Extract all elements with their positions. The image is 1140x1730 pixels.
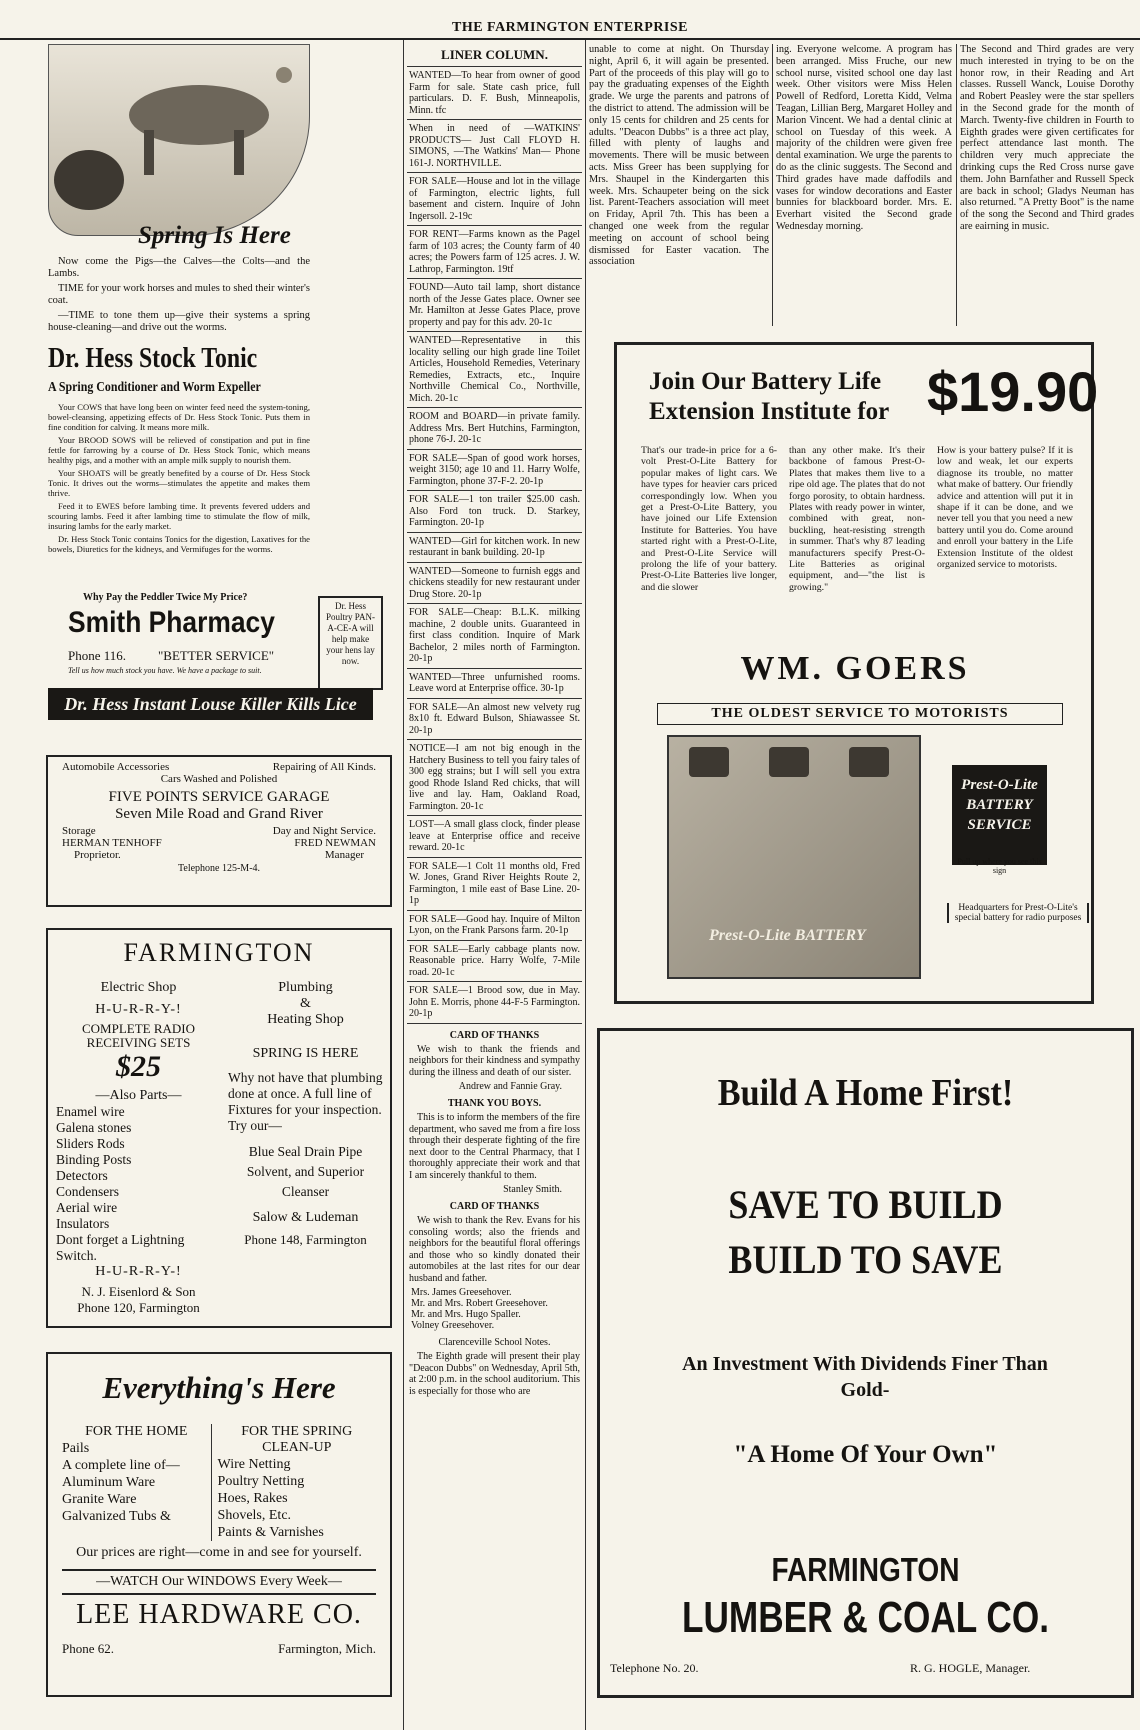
- battery-price: $19.90: [927, 360, 1099, 423]
- signature-line: Mr. and Mrs. Robert Greesehover.: [411, 1298, 548, 1309]
- card-signature: Stanley Smith.: [503, 1184, 562, 1195]
- manager-name: FRED NEWMAN: [294, 837, 376, 849]
- liner-column: [407, 44, 582, 1724]
- hours-label: Day and Night Service.: [272, 825, 376, 837]
- liner-ad: FOR SALE—Good hay. Inquire of Milton Lyon, on the Frank Parsons farm. 20-1p: [407, 911, 582, 941]
- storage-label: Storage: [62, 825, 96, 837]
- headquarters-text: Headquarters for Prest-O-Lite's special battery for radio purposes: [947, 903, 1089, 923]
- pharmacy-tell: Tell us how much stock you have. We have a package to suit.: [68, 666, 262, 675]
- radio-price: $25: [116, 1050, 161, 1083]
- home-item: A complete line of—: [62, 1458, 180, 1473]
- garage-line-1: [62, 761, 376, 773]
- farmington-heading: FARMINGTON: [123, 938, 315, 967]
- electric-shop-head: Electric Shop: [100, 980, 177, 995]
- heating-head: Heating Shop: [267, 1012, 344, 1027]
- spring-heading: Spring Is Here: [138, 222, 291, 249]
- column-rule: [403, 40, 404, 1730]
- signature-line: Mrs. James Greesehover.: [411, 1287, 512, 1298]
- battery-copy-col: That's our trade-in price for a 6-volt Prest-O-Lite Battery for popular makes of light cars. We have types for heavier cars priced correspondingly low. When you get a Prest-O-Lite Battery, you have joined our Life Extension Institute for Batteries. You have started right with a Prest-O-Lite, and Prest-O-Lite Service will prolong the life of your battery. Prest-O-Lite Batteries live longer, and die slower: [641, 445, 777, 593]
- battery-copy-col: than any other make. It's their backbone of famous Prest-O-Plates that makes them live to a ripe old age. The plates that do not forgo porosity, to obtain hardness. Plates with ready power in winter, combined with great, non-buckling, heat-resisting strength in summer. That's why 87 leading manufacturers specify Prest-O-Lite Batteries as original equipment, and—"the list is growing.": [789, 445, 925, 593]
- battery-ad: [614, 342, 1099, 1004]
- liner-ad: ROOM and BOARD—in private family. Address Mrs. Bert Hutchins, Farmington, phone 76-J. 20-1c: [407, 408, 582, 450]
- home-item: Galvanized Tubs &: [62, 1509, 171, 1524]
- battery-label: Prest-O-Lite BATTERY: [709, 927, 866, 944]
- card-title: CARD OF THANKS: [449, 1201, 540, 1212]
- time-line-1: TIME for your work horses and mules to shed their winter's coat.: [48, 283, 310, 306]
- part-item: Enamel wire: [56, 1104, 125, 1119]
- battery-copy-col: How is your battery pulse? If it is low and weak, let our experts diagnose its trouble, no matter what make of battery. Our friendly advice and attention will put it in shape if it can be done, and we never tell you that you need a new battery until you do. Come around and enroll your battery in the Life Extension Institute of the oldest organized service to motorists.: [937, 445, 1073, 571]
- hess-para: Your BROOD SOWS will be relieved of constipation and put in fine fettle for farrowing by a course of Dr. Hess Stock Tonic, which means healthy pigs, and a mother with an ample milk supply to nourish them.: [48, 435, 310, 465]
- parts-list: [56, 1104, 221, 1264]
- battery-terminal-icon: [689, 747, 729, 777]
- liner-ad: FOR RENT—Farms known as the Pagel farm of 103 acres; the County farm of 40 acres; the Powers farm of 125 acres. J. W. Lathrop, Farmington. 19tf: [407, 226, 582, 279]
- school-title: Clarenceville School Notes.: [438, 1337, 551, 1348]
- hardware-town: Farmington, Mich.: [278, 1641, 376, 1656]
- time-line-2: —TIME to tone them up—give their systems a spring house-cleaning—and drive out the worms.: [48, 310, 310, 333]
- part-item: Binding Posts: [56, 1152, 132, 1167]
- card-signature: Andrew and Fannie Gray.: [458, 1081, 562, 1092]
- battery-copy: [641, 445, 1073, 593]
- part-item: Galena stones: [56, 1120, 132, 1135]
- amp-sign: &: [300, 996, 311, 1011]
- hess-stock-tonic-ad: [48, 44, 375, 754]
- masthead: [0, 0, 1140, 40]
- spring-item: Poultry Netting: [217, 1474, 305, 1489]
- hess-para: Dr. Hess Stock Tonic contains Tonics for the digestion, Laxatives for the bowels, Diuretics for the kidneys, and Vermifuges for the worms.: [48, 534, 310, 554]
- investment-line: An Investment With Dividends Finer Than Gold-: [682, 1353, 1048, 1401]
- electric-shop-column: [56, 980, 221, 1316]
- card-title: THANK YOU BOYS.: [447, 1098, 542, 1109]
- hess-para: Your SHOATS will be greatly benefited by a course of Dr. Hess Stock Tonic. It drives out the worms—stimulates the appetite and makes them thrive.: [48, 468, 310, 498]
- plumbing-column: [228, 980, 383, 1248]
- hurry-line: H-U-R-R-Y-!: [95, 1002, 182, 1017]
- part-item: Detectors: [56, 1168, 108, 1183]
- intro-text: [48, 256, 310, 337]
- poultry-panacea-box: Dr. Hess Poultry PAN-A-CE-A will help make your hens lay now.: [318, 596, 383, 690]
- lee-hardware-name: LEE HARDWARE CO.: [76, 1599, 362, 1630]
- manager-title: Manager: [324, 849, 364, 861]
- part-item: Aerial wire: [56, 1200, 118, 1215]
- plumbing-firm: Salow & Ludeman: [252, 1210, 359, 1225]
- pharmacy-phone: Phone 116.: [68, 648, 127, 663]
- farm-animals-illustration: [48, 44, 310, 236]
- signature-line: Volney Greesehover.: [411, 1320, 495, 1331]
- radio-sets: COMPLETE RADIO RECEIVING SETS: [81, 1021, 196, 1050]
- lumber-ad: [597, 1028, 1134, 1698]
- spring-item: Wire Netting: [217, 1457, 291, 1472]
- school-text: The Eighth grade will present their play "Deacon Dubbs" on Wednesday, April 5th, at 2:00 p.m. in the school auditorium. This is especially for those who are: [409, 1351, 580, 1397]
- spring-column: [211, 1424, 376, 1541]
- hurry-line-2: H-U-R-R-Y-!: [95, 1264, 182, 1279]
- washed-label: Cars Washed and Polished: [160, 773, 278, 785]
- battery-terminal-icon: [849, 747, 889, 777]
- liner-ad: FOR SALE—1 Brood sow, due in May. John E. Morris, phone 44-F-5 Farmington. 20-1p: [407, 982, 582, 1024]
- battery-illustration: [667, 735, 921, 979]
- louse-killer-banner: Dr. Hess Instant Louse Killer Kills Lice: [48, 688, 373, 720]
- garage-location: Seven Mile Road and Grand River: [115, 806, 323, 822]
- lumber-coal-name: LUMBER & COAL CO.: [682, 1593, 1049, 1642]
- garage-titles: [62, 849, 376, 861]
- liner-ad: FOR SALE—House and lot in the village of Farmington, electric lights, full basement and cistern. Inquire of John Ingersoll. 2-19c: [407, 173, 582, 226]
- hess-title: Dr. Hess Stock Tonic: [48, 342, 258, 374]
- part-item: Dont forget a Lightning Switch.: [56, 1232, 185, 1263]
- spring-head: FOR THE SPRING CLEAN-UP: [241, 1424, 353, 1455]
- hardware-columns: [62, 1424, 376, 1541]
- home-item: Aluminum Ware: [62, 1475, 156, 1490]
- save-to-build: SAVE TO BUILD: [728, 1182, 1003, 1227]
- battery-headline: Join Our Battery Life Extension Institute for: [649, 368, 890, 425]
- card-text: This is to inform the members of the fire department, who saved me from a fire loss through their desperate fighting of the fire next door to the Central Pharmacy, that I thoroughly appreciate their work and that I am sincerely thankful to them.: [409, 1112, 580, 1181]
- lee-hardware-ad: [46, 1352, 392, 1697]
- smith-pharmacy: Smith Pharmacy: [68, 606, 275, 639]
- lumber-manager: R. G. HOGLE, Manager.: [910, 1661, 1031, 1675]
- liner-ads: [407, 67, 582, 1024]
- liner-ad: FOR SALE—Early cabbage plants now. Reasonable price. Harry Wolfe, 7-Mile road. 20-1c: [407, 941, 582, 983]
- liner-ad: FOR SALE—An almost new velvety rug 8x10 ft. Edward Bulson, Shiawassee St. 20-1p: [407, 699, 582, 741]
- parts-head: —Also Parts—: [95, 1088, 182, 1103]
- intro-line: Now come the Pigs—the Calves—the Colts—and the Lambs.: [48, 256, 310, 279]
- school-notes-col1: unable to come at night. On Thursday night, April 6, it will again be presented. Part of the proceeds of this play will go to pay the graduating expenses of the Eighth grade. We urge the parents and patrons of the district to attend. The admission will be only 15 cents for children and 25 cents for adults. "Deacon Dubbs" is a three act play, filled with plenty of laughs and movements. There will be music between acts. Miss Greer has been supplying for Mrs. Shaupel in the Kindergarten this week. Mrs. Schaupeter being on the sick list. Parent-Teachers association will meet on Friday, April 7th. This has been a changed one week from the regular meeting on account of school being dismissed for Easter vacation. The association: [589, 44, 769, 268]
- home-of-your-own: "A Home Of Your Own": [733, 1441, 998, 1468]
- liner-ad: WANTED—To hear from owner of good Farm for sale. State cash price, full particulars. D. F. Bush, Minneapolis, Minn. tfc: [407, 67, 582, 120]
- plumbing-products: Blue Seal Drain Pipe Solvent, and Superior Cleanser: [246, 1144, 365, 1199]
- liner-ad: WANTED—Girl for kitchen work. In new restaurant in bank building. 20-1p: [407, 533, 582, 563]
- school-notes-col2: ing. Everyone welcome. A program has been arranged. Miss Fruche, our new school nurse, visited school one day last week. Other visitors were Miss Helen Powell of Redford, Loretta Kidd, Velma Teagan, Lillian Berg, Margaret Holley and Marion Vincent. We had a dental clinic at school on Tuesday of this week. A majority of the children were given free dental examination. We urge the parents to do as the clinic suggests. The Second and Third grades have made daffodils and vases for window decorations and Easter bunnies for blackboard border. Mrs. E. Everhart visited the Second grade Wednesday morning.: [772, 44, 952, 326]
- liner-ad: WANTED—Someone to furnish eggs and chickens steadily for new restaurant under Drug Store. 20-1p: [407, 563, 582, 605]
- accessories-label: Automobile Accessories: [62, 761, 170, 773]
- liner-ad: WANTED—Three unfurnished rooms. Leave word at Enterprise office. 30-1p: [407, 669, 582, 699]
- hess-body: [48, 402, 310, 557]
- owner-name: HERMAN TENHOFF: [62, 837, 162, 849]
- garage-phone: Telephone 125-M-4.: [177, 863, 261, 874]
- part-item: Insulators: [56, 1216, 110, 1231]
- spring-item: Shovels, Etc.: [217, 1508, 292, 1523]
- garage-line-storage: [62, 825, 376, 837]
- plumbing-head: Plumbing: [278, 980, 333, 995]
- pharmacy-slogan: "BETTER SERVICE": [158, 648, 275, 663]
- card-text: We wish to thank the friends and neighbors for their kindness and sympathy during the illness and death of our sister.: [409, 1043, 580, 1078]
- part-item: Condensers: [56, 1184, 119, 1199]
- liner-ad: WANTED—Representative in this locality selling our high grade line Toilet Articles, Household Remedies, Veterinary Remedies, Extracts, etc., Inquire Northville Chemical Co., Northville, Mich. 20-1c: [407, 332, 582, 408]
- hess-subtitle: A Spring Conditioner and Worm Expeller: [48, 380, 261, 395]
- five-points-garage-ad: [46, 755, 392, 907]
- newspaper-title: THE FARMINGTON ENTERPRISE: [451, 20, 688, 35]
- electric-phone: Phone 120, Farmington: [77, 1300, 200, 1315]
- watch-windows: —WATCH Our WINDOWS Every Week—: [62, 1569, 376, 1595]
- home-item: Granite Ware: [62, 1492, 137, 1507]
- signature-line: Mr. and Mrs. Hugo Spaller.: [411, 1309, 521, 1320]
- farmington-shops-ad: [46, 928, 392, 1328]
- liner-ad: FOR SALE—1 ton trailer $25.00 cash. Also Ford ton truck. D. Starkey, Farmington. 20-1p: [407, 491, 582, 533]
- home-list: [62, 1440, 211, 1525]
- lumber-phone: Telephone No. 20.: [610, 1661, 699, 1675]
- peddler-line: Why Pay the Peddler Twice My Price?: [83, 592, 248, 603]
- cow-icon: [49, 45, 309, 235]
- farmington-name: FARMINGTON: [771, 1551, 960, 1588]
- card-signatures: [407, 1287, 582, 1331]
- spring-here: SPRING IS HERE: [252, 1046, 359, 1061]
- hess-para: Your COWS that have long been on winter feed need the system-toning, bowel-cleansing, appetizing effects of Dr. Hess Stock Tonic. Puts them in fine condition for calving. It means more milk.: [48, 402, 310, 432]
- prices-line: Our prices are right—come in and see for yourself.: [76, 1545, 362, 1560]
- liner-ad: FOR SALE—Span of good work horses, weight 3150; age 10 and 11. Harry Wolfe, Farmington, phone 37-F-2. 20-1p: [407, 450, 582, 492]
- plumbing-pitch: Why not have that plumbing done at once. A full line of Fixtures for your inspection. Try our—: [228, 1070, 383, 1133]
- card-text: We wish to thank the Rev. Evans for his consoling words; also the friends and neighbors for the beautiful floral offerings and those who so kindly donated their automobiles at the last rites for our dear husband and father.: [409, 1215, 580, 1284]
- liner-ad: FOR SALE—Cheap: B.L.K. milking machine, 2 double units. Guaranteed in first class condition. Inquire of Mark Bachelor, 2 miles north of Farmington. 20-1p: [407, 604, 582, 669]
- hardware-footer: [62, 1641, 376, 1657]
- plumbing-phone: Phone 148, Farmington: [244, 1232, 367, 1247]
- spring-item: Hoes, Rakes: [217, 1491, 288, 1506]
- liner-ad: FOR SALE—1 Colt 11 months old, Fred W. Jones, Grand River Heights Route 2, Farmington, 1 mile east of Base Line. 20-1p: [407, 858, 582, 911]
- build-to-save: BUILD TO SAVE: [728, 1237, 1003, 1282]
- wm-goers: WM. GOERS: [740, 650, 970, 687]
- liner-ad: LOST—A small glass clock, finder please leave at Enterprise office and receive reward. 20-1c: [407, 816, 582, 858]
- spring-list: [218, 1456, 376, 1541]
- card-title: CARD OF THANKS: [449, 1029, 540, 1041]
- prest-o-lite-sign: Prest-O-Lite BATTERY SERVICE: [952, 765, 1047, 865]
- hess-para: Feed it to EWES before lambing time. It prevents fevered udders and scouring lambs. Feed it after lambing time to stimulate the flow of milk, insuring lambs for the early market.: [48, 501, 310, 531]
- home-column: [62, 1424, 211, 1541]
- column-rule: [585, 40, 586, 1730]
- electric-owner: N. J. Eisenlord & Son: [81, 1284, 196, 1299]
- spring-item: Paints & Varnishes: [217, 1525, 324, 1540]
- battery-terminal-icon: [769, 747, 809, 777]
- owner-title: Proprietor.: [74, 849, 121, 861]
- school-notes-col3: The Second and Third grades are very much interested in trying to be on the honor row, in their Reading and Art classes. Russell Wanck, Louise Dorothy and Robert Peasley were the star spellers in the Second grade for the month of March. Twenty-five children in Fourth to Eighth grades were given certificates for perfect attendance last month. The children very much appreciate the drinking cups the Red Cross nurse gave them. John Barnfather and Russell Speck are back in school; Gladys Neuman has also returned. "A Pretty Boot" is the name of the song the Second and Third grades are eairning in music.: [956, 44, 1134, 326]
- liner-ad: FOUND—Auto tail lamp, short distance north of the Jesse Gates place. Owner see Mr. Hamilton at Jesse Gates Place, prove property and pay for this adv. 20-1c: [407, 279, 582, 332]
- liner-title: LINER COLUMN.: [407, 44, 582, 67]
- hardware-phone: Phone 62.: [62, 1641, 114, 1656]
- repairing-label: Repairing of All Kinds.: [272, 761, 376, 773]
- home-head: FOR THE HOME: [85, 1424, 188, 1439]
- home-item: Pails: [62, 1441, 90, 1456]
- everything-heading: Everything's Here: [102, 1370, 336, 1405]
- garage-name: FIVE POINTS SERVICE GARAGE: [108, 789, 330, 805]
- oldest-service: THE OLDEST SERVICE TO MOTORISTS: [657, 703, 1063, 725]
- part-item: Sliders Rods: [56, 1136, 125, 1151]
- build-home-headline: Build A Home First!: [717, 1072, 1014, 1114]
- liner-ad: When in need of —WATKINS' PRODUCTS— Just Call FLOYD H. SIMONS, —The Watkins' Man— Phone 161-J. NORTHVILLE.: [407, 120, 582, 173]
- garage-people: [62, 837, 376, 849]
- liner-ad: NOTICE—I am not big enough in the Hatchery Business to tell you fairy tales of 300 egg strains; but I will sell you extra good Rhode Island Red chicks, that will live and lay. Ham, Oakland Road, Farmington. 20-1c: [407, 740, 582, 816]
- pull-up-text: Pull up where you see this sign: [957, 857, 1042, 875]
